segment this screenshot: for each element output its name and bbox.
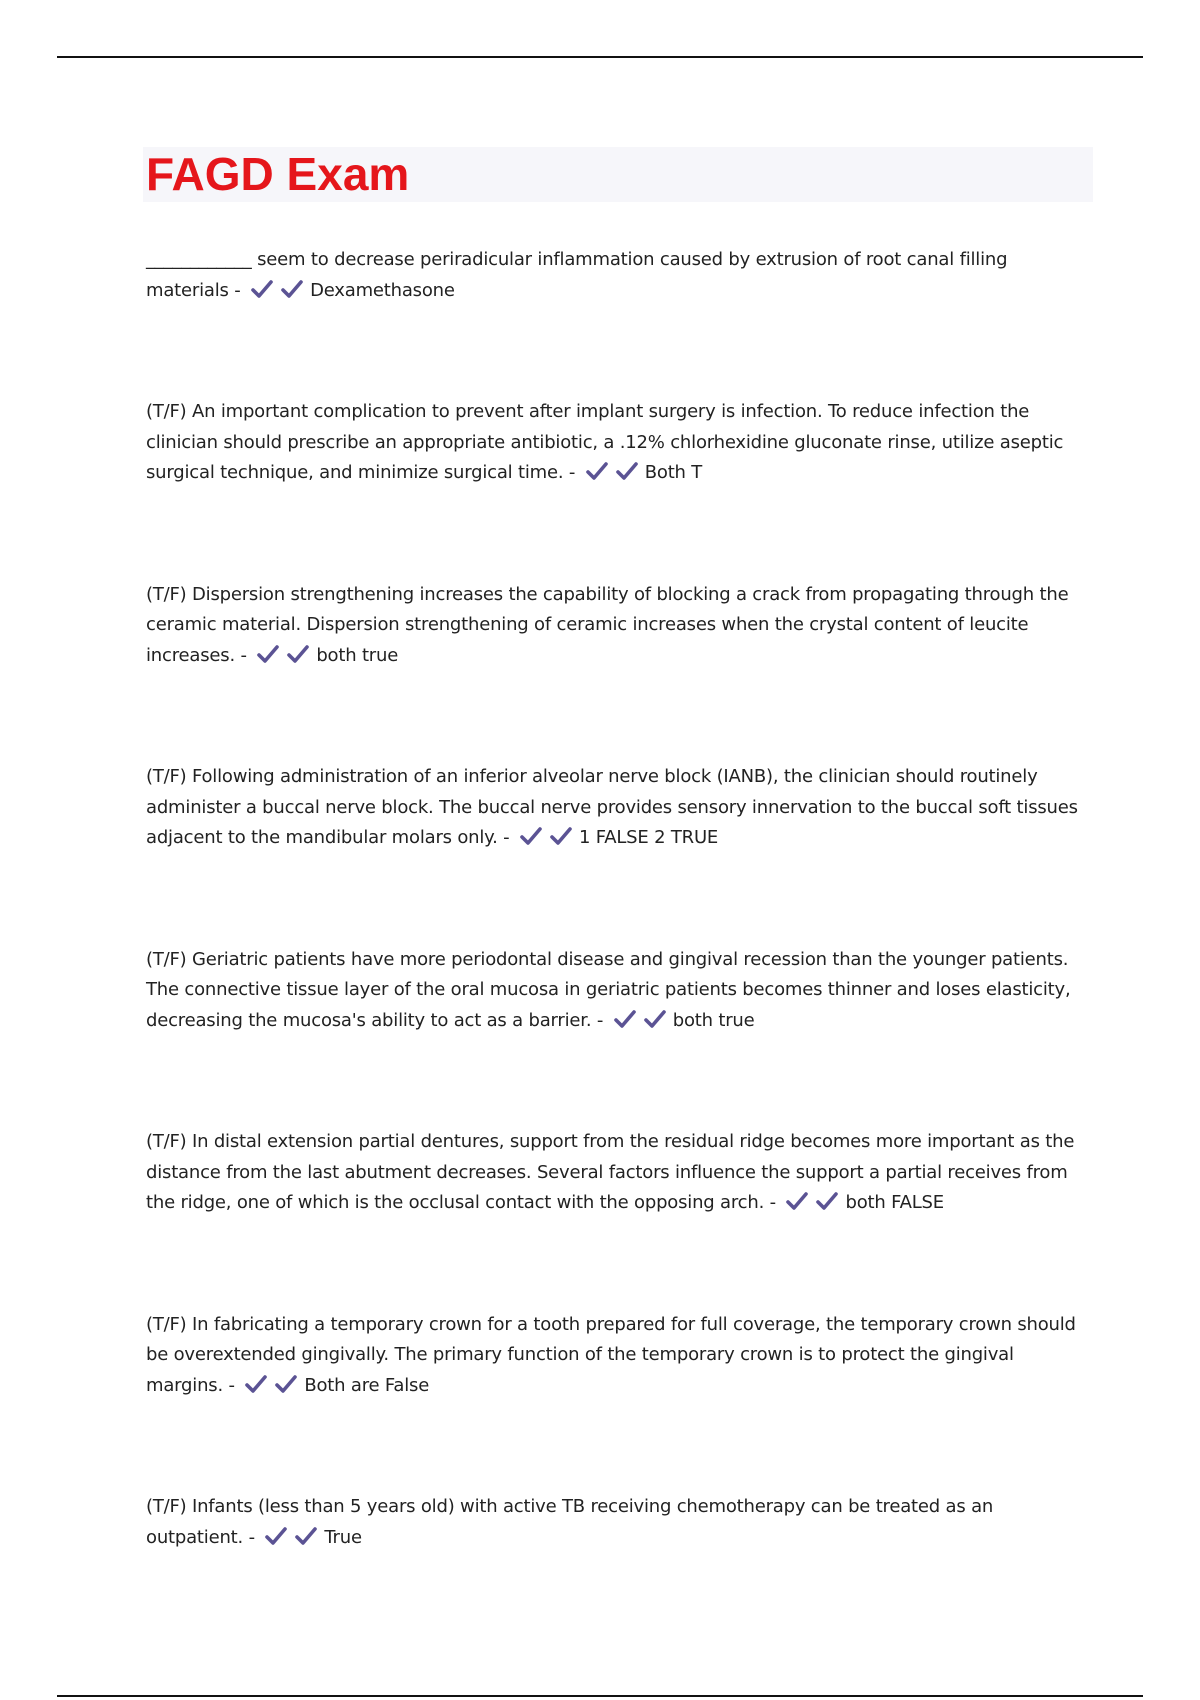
separator: -	[243, 1526, 261, 1548]
qa-item	[146, 245, 1086, 306]
separator: -	[591, 1009, 609, 1031]
checkmark-icon	[286, 644, 310, 664]
checkmark-icon	[613, 1009, 637, 1029]
bottom-rule	[57, 1695, 1143, 1697]
checkmark-icon	[585, 461, 609, 481]
checkmark-icon	[244, 1374, 268, 1394]
checkmark-icon	[256, 644, 280, 664]
checkmark-icon	[280, 279, 304, 299]
answer-text: 1 FALSE 2 TRUE	[578, 827, 719, 848]
separator: -	[563, 462, 581, 483]
question-text: (T/F) Geriatric patients have more periodontal disease and gingival recession than the younger patients. The connective tissue layer of the oral mucosa in geriatric patients becomes thinner and loses elasticity, decreasing the mucosa's ability to act as a barrier.	[146, 948, 1071, 1031]
question-text: (T/F) In fabricating a temporary crown for a tooth prepared for full coverage, the temporary crown should be overextended gingivally. The primary function of the temporary crown is to protect the gingival margins.	[146, 1313, 1076, 1396]
separator: -	[234, 644, 253, 666]
qa-list	[146, 245, 1086, 1644]
checkmark-icon	[785, 1191, 809, 1211]
separator: -	[222, 1374, 241, 1396]
page-title: FAGD Exam	[146, 148, 410, 200]
qa-item	[146, 762, 1086, 854]
checkmark-icon	[264, 1526, 288, 1546]
answer-text: Both T	[644, 462, 703, 483]
checkmark-icon	[250, 279, 274, 299]
question-text: (T/F) Infants (less than 5 years old) with active TB receiving chemotherapy can be treated as an outpatient.	[146, 1496, 994, 1548]
answer-text: Dexamethasone	[310, 279, 455, 301]
separator: -	[228, 279, 247, 301]
question-text: (T/F) Following administration of an inferior alveolar nerve block (IANB), the clinician should routinely administer a buccal nerve block. The buccal nerve provides sensory innervation to the buccal soft tissues adjacent to the mandibular molars only.	[146, 766, 1078, 848]
qa-item	[146, 1127, 1086, 1219]
question-text: ____________ seem to decrease periradicular inflammation caused by extrusion of root canal filling materials	[146, 249, 1008, 301]
checkmark-icon	[615, 461, 639, 481]
checkmark-icon	[294, 1526, 318, 1546]
top-rule	[57, 56, 1143, 58]
checkmark-icon	[549, 826, 573, 846]
question-text: (T/F) Dispersion strengthening increases the capability of blocking a crack from propagating through the ceramic material. Dispersion strengthening of ceramic increases when the crystal content of leucite increases.	[146, 583, 1069, 666]
qa-item	[146, 945, 1086, 1037]
answer-text: Both are False	[304, 1374, 430, 1396]
checkmark-icon	[274, 1374, 298, 1394]
answer-text: both true	[672, 1009, 755, 1031]
qa-item	[146, 397, 1086, 489]
answer-text: both FALSE	[845, 1192, 944, 1213]
separator: -	[497, 827, 515, 848]
separator: -	[764, 1192, 782, 1213]
checkmark-icon	[519, 826, 543, 846]
question-text: (T/F) In distal extension partial dentures, support from the residual ridge becomes more important as the distance from the last abutment decreases. Several factors influence the support a partial receives from the ridge, one of which is the occlusal contact with the opposing arch.	[146, 1131, 1075, 1213]
qa-item	[146, 1492, 1086, 1553]
answer-text: both true	[316, 644, 399, 666]
answer-text: True	[324, 1526, 362, 1548]
question-text: (T/F) An important complication to prevent after implant surgery is infection. To reduce infection the clinician should prescribe an appropriate antibiotic, a .12% chlorhexidine gluconate rinse, utilize aseptic surgical technique, and minimize surgical time.	[146, 401, 1064, 483]
qa-item	[146, 1310, 1086, 1402]
checkmark-icon	[815, 1191, 839, 1211]
qa-item	[146, 580, 1086, 672]
checkmark-icon	[643, 1009, 667, 1029]
